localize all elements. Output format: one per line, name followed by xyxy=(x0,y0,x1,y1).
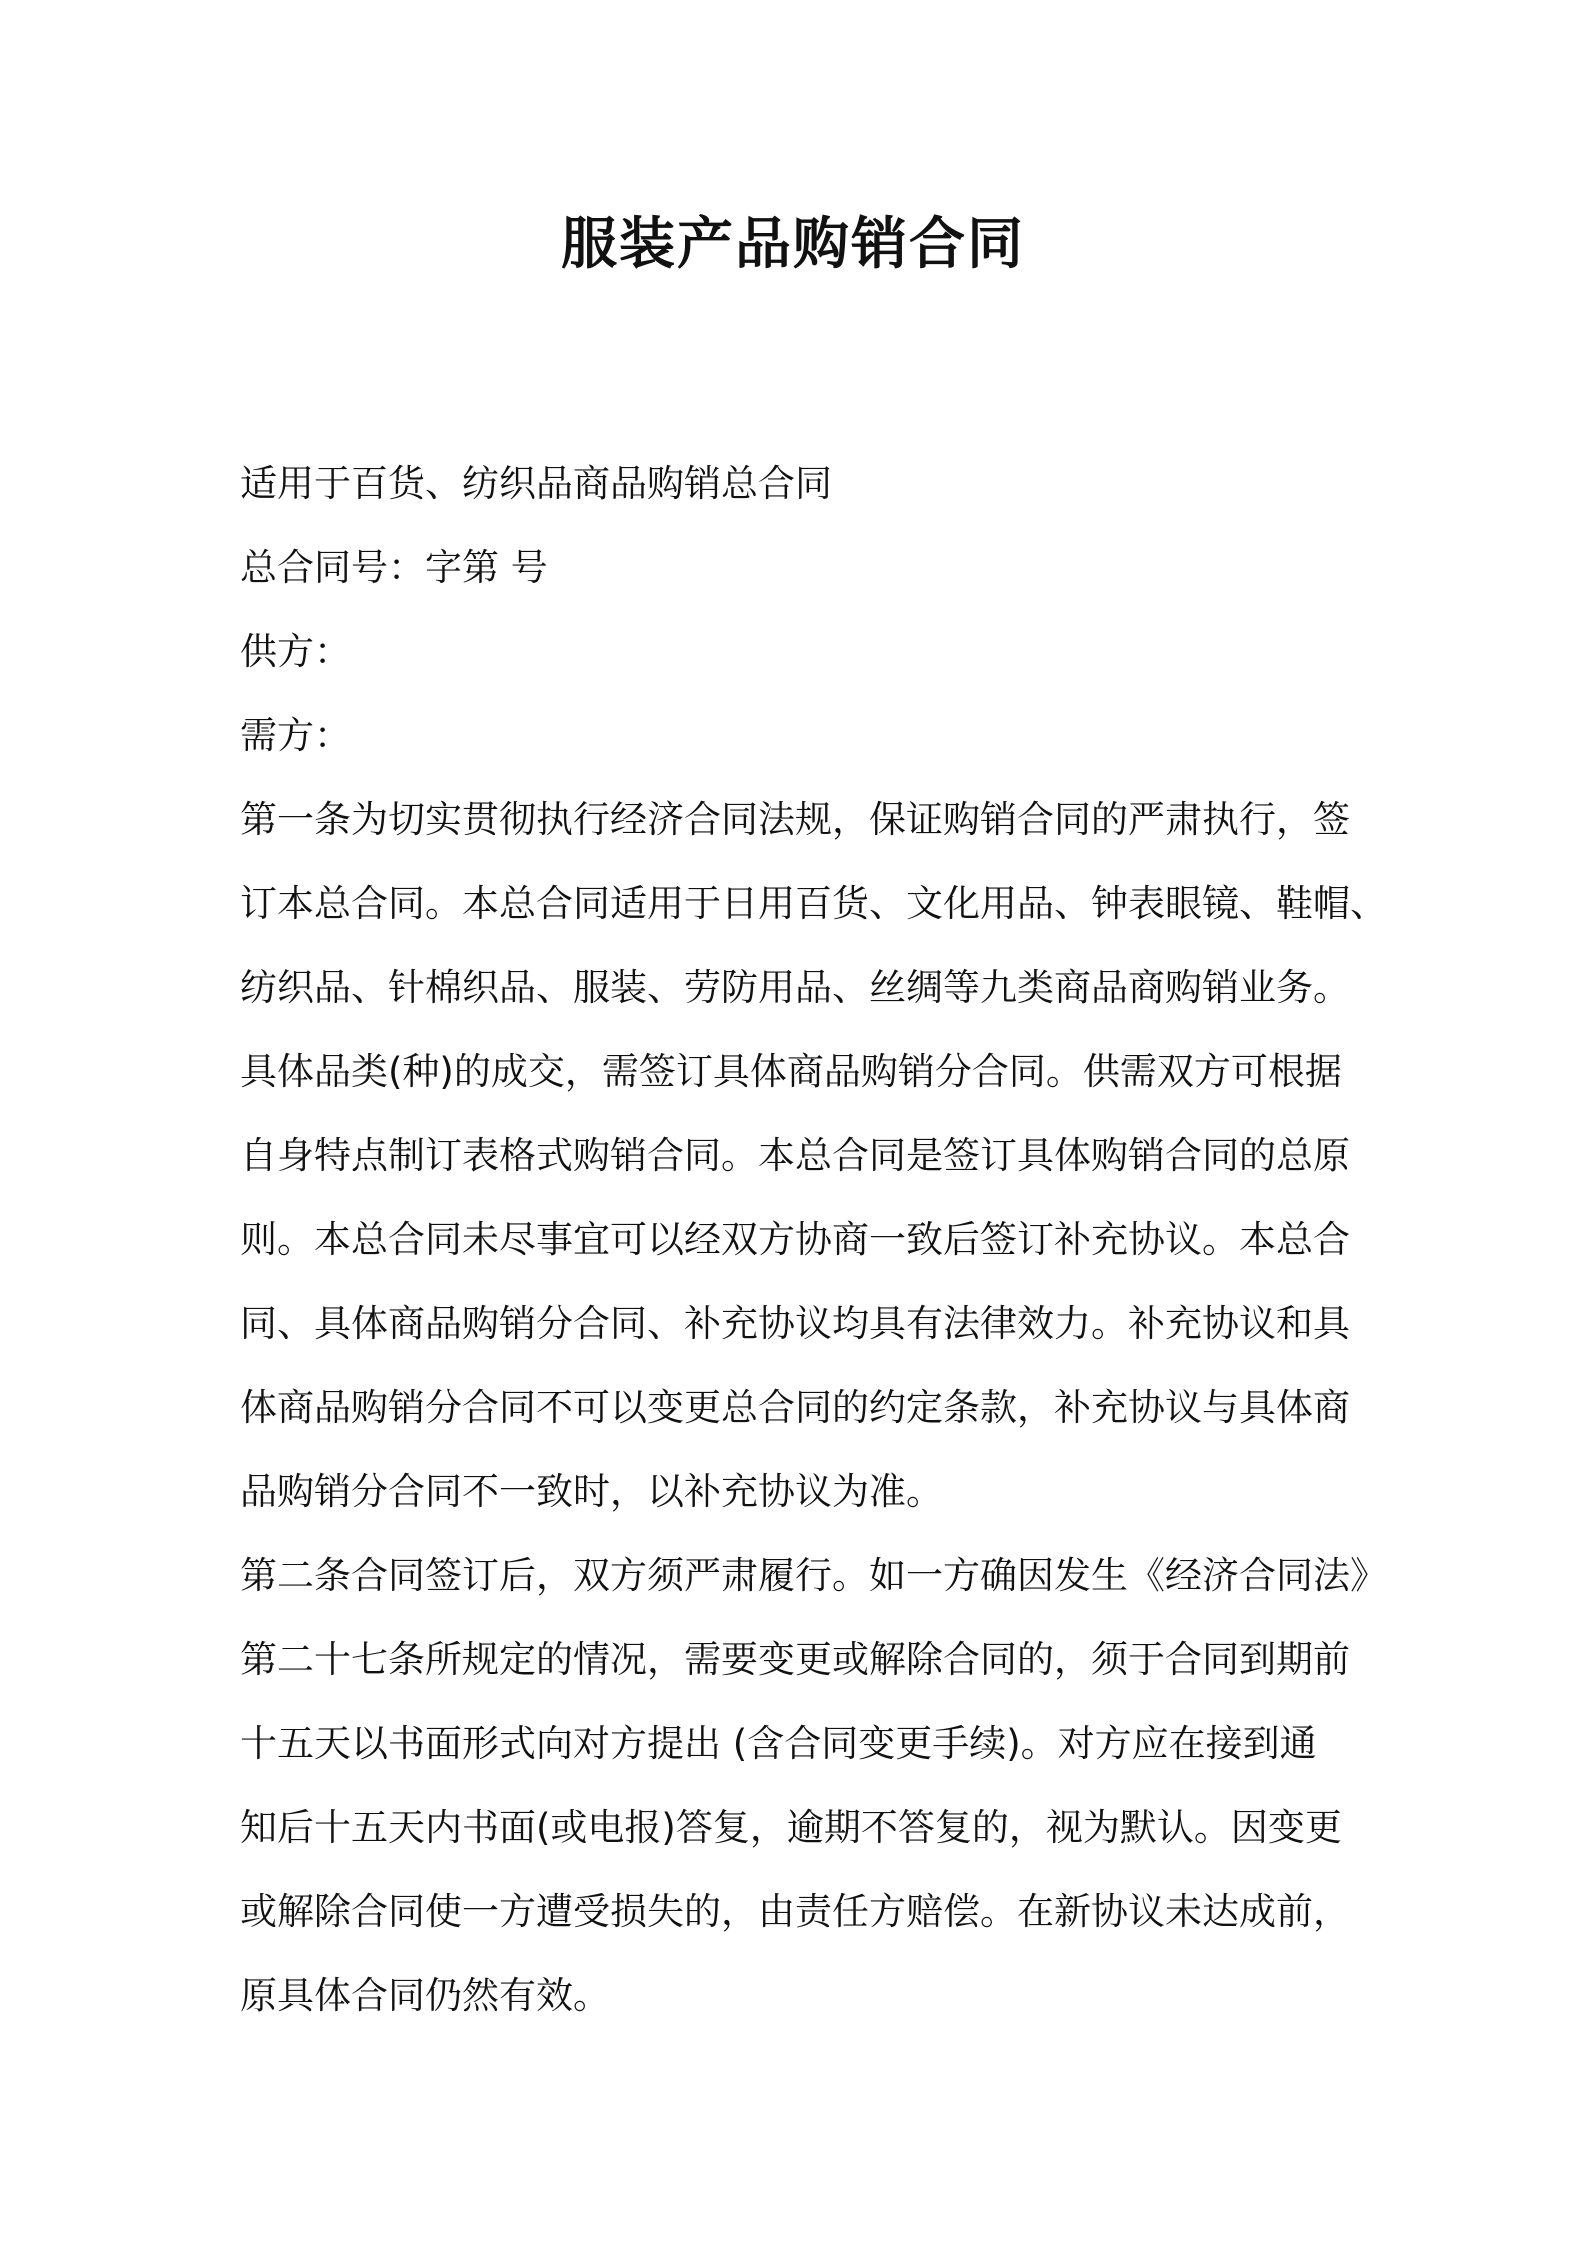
article-2-line: 原具体合同仍然有效。 xyxy=(240,1974,610,2017)
article-1-line: 具体品类(种)的成交，需签订具体商品购销分合同。供需双方可根据 xyxy=(240,1050,1342,1093)
document-body xyxy=(240,442,1387,2038)
article-1-line: 第一条为切实贯彻执行经济合同法规，保证购销合同的严肃执行，签 xyxy=(240,798,1350,841)
article-2-line: 知后十五天内书面(或电报)答复，逾期不答复的，视为默认。因变更 xyxy=(240,1806,1342,1849)
article-2-line: 第二十七条所规定的情况，需要变更或解除合同的，须于合同到期前 xyxy=(240,1638,1350,1681)
article-2-line: 或解除合同使一方遭受损失的，由责任方赔偿。在新协议未达成前， xyxy=(240,1890,1350,1933)
article-1-line: 同、具体商品购销分合同、补充协议均具有法律效力。补充协议和具 xyxy=(240,1302,1350,1345)
article-2-line: 第二条合同签订后，双方须严肃履行。如一方确因发生《经济合同法》 xyxy=(240,1554,1387,1597)
article-1-line: 自身特点制订表格式购销合同。本总合同是签订具体购销合同的总原 xyxy=(240,1134,1350,1177)
article-1-line: 订本总合同。本总合同适用于日用百货、文化用品、钟表眼镜、鞋帽、 xyxy=(240,882,1387,925)
article-1-line: 体商品购销分合同不可以变更总合同的约定条款，补充协议与具体商 xyxy=(240,1386,1350,1429)
buyer-line: 需方： xyxy=(240,714,351,757)
contract-number-line: 总合同号：字第 号 xyxy=(240,546,548,589)
subtitle-line: 适用于百货、纺织品商品购销总合同 xyxy=(240,462,832,505)
article-1-line: 则。本总合同未尽事宜可以经双方协商一致后签订补充协议。本总合 xyxy=(240,1218,1350,1261)
article-1-line: 纺织品、针棉织品、服装、劳防用品、丝绸等九类商品商购销业务。 xyxy=(240,966,1350,1009)
document-title: 服装产品购销合同 xyxy=(561,212,1025,277)
supplier-line: 供方： xyxy=(240,630,351,673)
article-1-line: 品购销分合同不一致时，以补充协议为准。 xyxy=(240,1470,943,1513)
article-2-line: 十五天以书面形式向对方提出 (含合同变更手续)。对方应在接到通 xyxy=(240,1722,1317,1765)
